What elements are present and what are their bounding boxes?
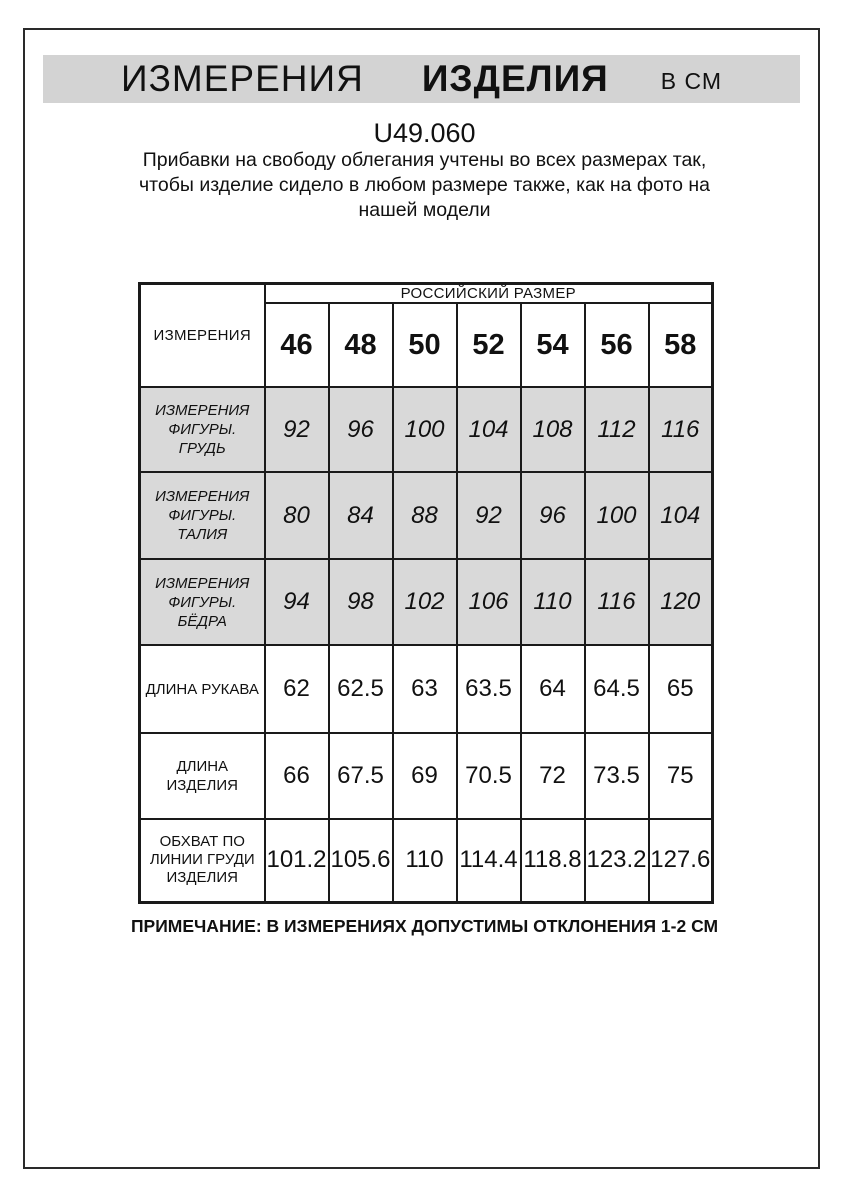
- cell-value: 116: [649, 387, 713, 472]
- corner-header-cell: ИЗМЕРЕНИЯ: [140, 284, 265, 388]
- cell-value: 73.5: [585, 733, 649, 819]
- cell-value: 116: [585, 559, 649, 645]
- cell-value: 112: [585, 387, 649, 472]
- row-label: ИЗМЕРЕНИЯ ФИГУРЫ. ТАЛИЯ: [140, 472, 265, 559]
- row-label: ДЛИНА РУКАВА: [140, 645, 265, 733]
- size-column-header: 46: [265, 303, 329, 387]
- cell-value: 106: [457, 559, 521, 645]
- cell-value: 105.6: [329, 819, 393, 902]
- cell-value: 72: [521, 733, 585, 819]
- cell-value: 104: [457, 387, 521, 472]
- cell-value: 108: [521, 387, 585, 472]
- fit-description-line: Прибавки на свободу облегания учтены во всех размерах так,: [142, 149, 707, 171]
- cell-value: 110: [393, 819, 457, 902]
- table-row-hips: [140, 559, 713, 645]
- cell-value: 62: [265, 645, 329, 733]
- size-column-header: 58: [649, 303, 713, 387]
- cell-value: 100: [393, 387, 457, 472]
- table-row-item-length: [140, 733, 713, 819]
- cell-value: 64: [521, 645, 585, 733]
- fit-description-line: нашей модели: [358, 199, 491, 221]
- size-column-header: 52: [457, 303, 521, 387]
- cell-value: 123.2: [585, 819, 649, 902]
- cell-value: 110: [521, 559, 585, 645]
- cell-value: 67.5: [329, 733, 393, 819]
- cell-value: 92: [457, 472, 521, 559]
- cell-value: 70.5: [457, 733, 521, 819]
- cell-value: 84: [329, 472, 393, 559]
- cell-value: 96: [329, 387, 393, 472]
- tolerance-note: ПРИМЕЧАНИЕ: В ИЗМЕРЕНИЯХ ДОПУСТИМЫ ОТКЛОНЕНИЯ 1-2 СМ: [130, 916, 719, 936]
- cell-value: 62.5: [329, 645, 393, 733]
- cell-value: 118.8: [521, 819, 585, 902]
- cell-value: 64.5: [585, 645, 649, 733]
- header-title-emphasis: ИЗДЕЛИЯ: [421, 58, 609, 99]
- row-label: ИЗМЕРЕНИЯ ФИГУРЫ. БЁДРА: [140, 559, 265, 645]
- fit-description: [0, 148, 849, 223]
- table-header-group-row: [140, 284, 713, 304]
- cell-value: 65: [649, 645, 713, 733]
- fit-description-line: чтобы изделие сидело в любом размере также, как на фото на: [139, 174, 710, 196]
- header-title: ИЗМЕРЕНИЯ: [120, 58, 364, 99]
- cell-value: 96: [521, 472, 585, 559]
- cell-value: 80: [265, 472, 329, 559]
- cell-value: 63.5: [457, 645, 521, 733]
- table-row-sleeve-length: [140, 645, 713, 733]
- cell-value: 63: [393, 645, 457, 733]
- cell-value: 102: [393, 559, 457, 645]
- table-row-waist: [140, 472, 713, 559]
- table-row-item-chest-girth: [140, 819, 713, 902]
- size-column-header: 54: [521, 303, 585, 387]
- group-header-cell: РОССИЙСКИЙ РАЗМЕР: [265, 284, 713, 304]
- header-unit-label: В СМ: [660, 67, 723, 94]
- cell-value: 98: [329, 559, 393, 645]
- header-bar: [43, 55, 800, 103]
- cell-value: 69: [393, 733, 457, 819]
- size-table: [138, 282, 714, 904]
- cell-value: 66: [265, 733, 329, 819]
- row-label: ОБХВАТ ПО ЛИНИИ ГРУДИ ИЗДЕЛИЯ: [140, 819, 265, 902]
- cell-value: 104: [649, 472, 713, 559]
- cell-value: 114.4: [457, 819, 521, 902]
- cell-value: 88: [393, 472, 457, 559]
- cell-value: 94: [265, 559, 329, 645]
- cell-value: 101.2: [265, 819, 329, 902]
- cell-value: 100: [585, 472, 649, 559]
- size-column-header: 50: [393, 303, 457, 387]
- row-label: ИЗМЕРЕНИЯ ФИГУРЫ. ГРУДЬ: [140, 387, 265, 472]
- size-column-header: 56: [585, 303, 649, 387]
- size-column-header: 48: [329, 303, 393, 387]
- cell-value: 120: [649, 559, 713, 645]
- cell-value: 75: [649, 733, 713, 819]
- article-code: U49.060: [373, 118, 476, 148]
- table-row-chest: [140, 387, 713, 472]
- cell-value: 127.6: [649, 819, 713, 902]
- cell-value: 92: [265, 387, 329, 472]
- row-label: ДЛИНА ИЗДЕЛИЯ: [140, 733, 265, 819]
